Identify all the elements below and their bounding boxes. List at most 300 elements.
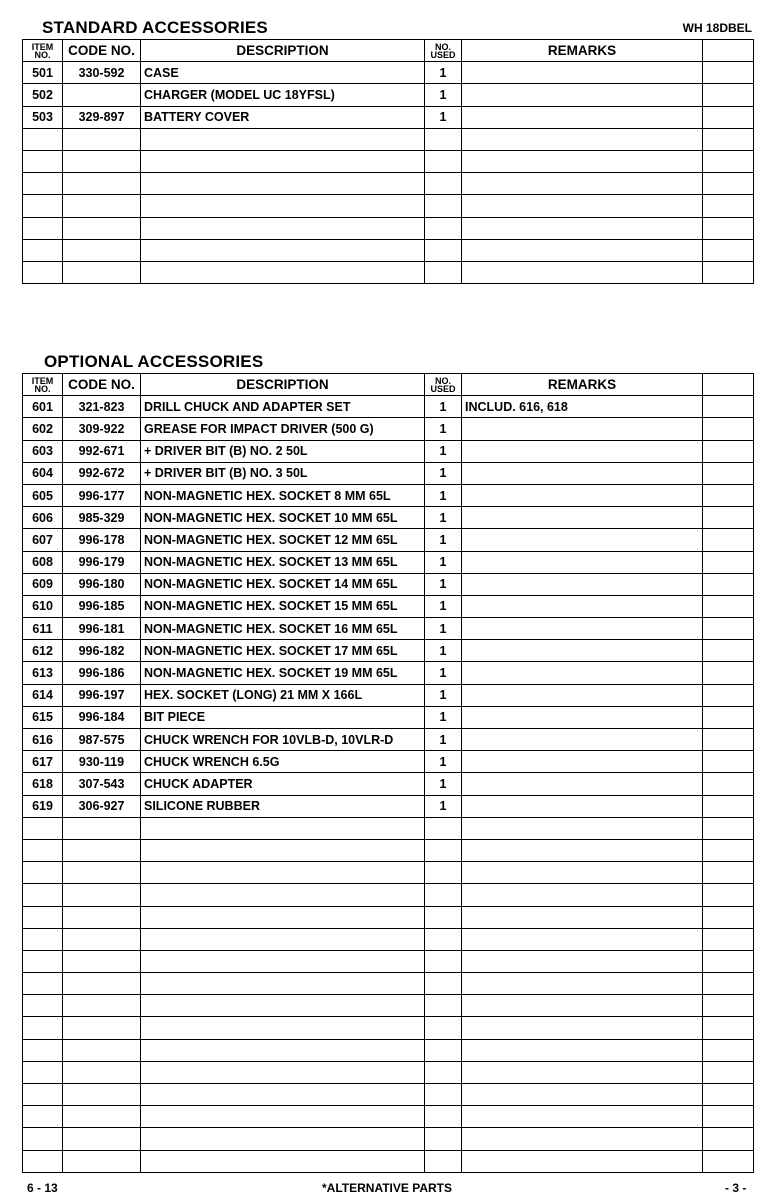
description-cell <box>141 1039 425 1061</box>
optional-accessories-table <box>22 373 754 1173</box>
remarks-cell <box>462 106 703 128</box>
qty-cell: 1 <box>425 795 462 817</box>
description-cell: NON-MAGNETIC HEX. SOCKET 8 MM 65L <box>141 484 425 506</box>
table-row <box>23 529 754 551</box>
code-no-cell: 996-186 <box>63 662 141 684</box>
code-no-cell: 330-592 <box>63 62 141 84</box>
description-cell <box>141 839 425 861</box>
extra-cell <box>703 418 754 440</box>
remarks-cell <box>462 573 703 595</box>
table-row <box>23 595 754 617</box>
qty-cell <box>425 128 462 150</box>
table-row <box>23 928 754 950</box>
code-no-cell <box>63 173 141 195</box>
extra-cell <box>703 261 754 283</box>
description-cell <box>141 1150 425 1172</box>
table-row <box>23 862 754 884</box>
remarks-cell <box>462 440 703 462</box>
code-no-cell: 996-185 <box>63 595 141 617</box>
code-no-cell <box>63 1150 141 1172</box>
item-no-header: ITEM NO. <box>23 40 63 62</box>
item-no-cell <box>23 817 63 839</box>
qty-cell <box>425 928 462 950</box>
item-no-cell: 607 <box>23 529 63 551</box>
code-no-cell: 996-177 <box>63 484 141 506</box>
description-cell: HEX. SOCKET (LONG) 21 MM X 166L <box>141 684 425 706</box>
table-row <box>23 995 754 1017</box>
description-cell <box>141 928 425 950</box>
extra-cell <box>703 973 754 995</box>
remarks-cell <box>462 884 703 906</box>
item-no-cell: 603 <box>23 440 63 462</box>
extra-cell <box>703 62 754 84</box>
table-row <box>23 973 754 995</box>
description-cell: CHUCK WRENCH FOR 10VLB-D, 10VLR-D <box>141 729 425 751</box>
item-no-cell <box>23 150 63 172</box>
remarks-cell <box>462 173 703 195</box>
qty-cell: 1 <box>425 729 462 751</box>
remarks-cell <box>462 706 703 728</box>
table-row <box>23 884 754 906</box>
item-no-cell: 608 <box>23 551 63 573</box>
qty-cell <box>425 817 462 839</box>
qty-cell <box>425 217 462 239</box>
code-no-cell <box>63 261 141 283</box>
qty-cell <box>425 1150 462 1172</box>
extra-cell <box>703 195 754 217</box>
description-cell: BIT PIECE <box>141 706 425 728</box>
description-cell: NON-MAGNETIC HEX. SOCKET 13 MM 65L <box>141 551 425 573</box>
description-cell <box>141 261 425 283</box>
remarks-cell <box>462 950 703 972</box>
code-no-cell: 996-182 <box>63 640 141 662</box>
code-no-cell <box>63 884 141 906</box>
remarks-header: REMARKS <box>462 40 703 62</box>
code-no-cell <box>63 239 141 261</box>
remarks-cell <box>462 239 703 261</box>
code-no-cell: 992-671 <box>63 440 141 462</box>
optional-accessories-title: OPTIONAL ACCESSORIES <box>44 352 264 371</box>
extra-cell <box>703 106 754 128</box>
qty-cell: 1 <box>425 484 462 506</box>
table-row <box>23 729 754 751</box>
item-no-cell: 616 <box>23 729 63 751</box>
description-cell <box>141 217 425 239</box>
code-no-cell <box>63 195 141 217</box>
qty-cell: 1 <box>425 529 462 551</box>
description-cell: CHUCK ADAPTER <box>141 773 425 795</box>
description-cell: GREASE FOR IMPACT DRIVER (500 G) <box>141 418 425 440</box>
extra-cell <box>703 1039 754 1061</box>
code-no-cell <box>63 862 141 884</box>
remarks-cell <box>462 484 703 506</box>
extra-cell <box>703 862 754 884</box>
description-header: DESCRIPTION <box>141 374 425 396</box>
qty-cell <box>425 950 462 972</box>
extra-cell <box>703 706 754 728</box>
qty-cell <box>425 1128 462 1150</box>
description-cell: CHARGER (MODEL UC 18YFSL) <box>141 84 425 106</box>
item-no-cell: 618 <box>23 773 63 795</box>
extra-cell <box>703 507 754 529</box>
table-row <box>23 839 754 861</box>
footer-alternative-parts: *ALTERNATIVE PARTS <box>322 1181 453 1195</box>
item-no-cell <box>23 1017 63 1039</box>
qty-cell: 1 <box>425 396 462 418</box>
extra-cell <box>703 640 754 662</box>
item-no-cell: 617 <box>23 751 63 773</box>
qty-cell <box>425 1017 462 1039</box>
description-cell: NON-MAGNETIC HEX. SOCKET 10 MM 65L <box>141 507 425 529</box>
qty-cell: 1 <box>425 84 462 106</box>
code-no-cell: 996-197 <box>63 684 141 706</box>
description-cell: NON-MAGNETIC HEX. SOCKET 14 MM 65L <box>141 573 425 595</box>
extra-cell <box>703 1150 754 1172</box>
code-no-cell: 306-927 <box>63 795 141 817</box>
remarks-cell <box>462 773 703 795</box>
code-no-cell <box>63 150 141 172</box>
item-no-cell: 612 <box>23 640 63 662</box>
remarks-cell <box>462 507 703 529</box>
code-no-cell <box>63 1061 141 1083</box>
code-no-cell: 996-180 <box>63 573 141 595</box>
item-no-cell <box>23 1150 63 1172</box>
code-no-cell: 996-179 <box>63 551 141 573</box>
description-cell: BATTERY COVER <box>141 106 425 128</box>
code-no-cell <box>63 1017 141 1039</box>
extra-cell <box>703 1106 754 1128</box>
item-no-cell <box>23 217 63 239</box>
item-no-cell: 606 <box>23 507 63 529</box>
table-row <box>23 106 754 128</box>
remarks-cell <box>462 529 703 551</box>
code-no-cell <box>63 1084 141 1106</box>
qty-cell: 1 <box>425 62 462 84</box>
extra-cell <box>703 1128 754 1150</box>
extra-cell <box>703 239 754 261</box>
table-row <box>23 84 754 106</box>
qty-cell <box>425 1039 462 1061</box>
description-cell: + DRIVER BIT (B) NO. 3 50L <box>141 462 425 484</box>
code-no-cell <box>63 817 141 839</box>
extra-cell <box>703 995 754 1017</box>
code-no-cell: 985-329 <box>63 507 141 529</box>
extra-cell <box>703 1084 754 1106</box>
description-cell <box>141 950 425 972</box>
footer-page-right: - 3 - <box>725 1181 747 1195</box>
extra-cell <box>703 795 754 817</box>
remarks-cell <box>462 1084 703 1106</box>
code-no-cell <box>63 84 141 106</box>
code-no-header: CODE NO. <box>63 40 141 62</box>
description-cell: CASE <box>141 62 425 84</box>
description-cell: SILICONE RUBBER <box>141 795 425 817</box>
extra-cell <box>703 928 754 950</box>
remarks-cell <box>462 217 703 239</box>
code-no-cell: 992-672 <box>63 462 141 484</box>
code-no-cell: 930-119 <box>63 751 141 773</box>
table-header-row <box>23 374 754 396</box>
table-row <box>23 173 754 195</box>
item-no-cell <box>23 950 63 972</box>
extra-cell <box>703 729 754 751</box>
table-row <box>23 62 754 84</box>
no-used-header: NO. USED <box>425 40 462 62</box>
model-number: WH 18DBEL <box>682 21 752 35</box>
qty-cell <box>425 261 462 283</box>
code-no-cell: 987-575 <box>63 729 141 751</box>
qty-cell: 1 <box>425 462 462 484</box>
qty-cell: 1 <box>425 551 462 573</box>
item-no-cell <box>23 973 63 995</box>
item-no-cell <box>23 195 63 217</box>
item-no-cell: 610 <box>23 595 63 617</box>
description-cell <box>141 1128 425 1150</box>
extra-cell <box>703 1061 754 1083</box>
code-no-cell: 307-543 <box>63 773 141 795</box>
extra-cell <box>703 906 754 928</box>
description-cell: NON-MAGNETIC HEX. SOCKET 12 MM 65L <box>141 529 425 551</box>
item-no-cell: 502 <box>23 84 63 106</box>
qty-cell <box>425 1084 462 1106</box>
extra-cell <box>703 173 754 195</box>
description-cell: NON-MAGNETIC HEX. SOCKET 15 MM 65L <box>141 595 425 617</box>
extra-cell <box>703 684 754 706</box>
remarks-cell <box>462 195 703 217</box>
qty-cell: 1 <box>425 618 462 640</box>
description-cell: DRILL CHUCK AND ADAPTER SET <box>141 396 425 418</box>
item-no-cell <box>23 1128 63 1150</box>
code-no-cell <box>63 1106 141 1128</box>
code-no-cell <box>63 217 141 239</box>
extra-cell <box>703 396 754 418</box>
remarks-cell <box>462 150 703 172</box>
item-no-cell: 503 <box>23 106 63 128</box>
extra-cell <box>703 84 754 106</box>
qty-cell: 1 <box>425 773 462 795</box>
table-row <box>23 706 754 728</box>
remarks-cell <box>462 1017 703 1039</box>
table-row <box>23 239 754 261</box>
extra-cell <box>703 529 754 551</box>
footer-page-left: 6 - 13 <box>27 1181 58 1195</box>
extra-cell <box>703 839 754 861</box>
code-no-cell <box>63 1039 141 1061</box>
table-row <box>23 684 754 706</box>
qty-cell <box>425 239 462 261</box>
description-cell <box>141 817 425 839</box>
item-no-cell: 614 <box>23 684 63 706</box>
remarks-cell <box>462 618 703 640</box>
table-row <box>23 195 754 217</box>
extra-cell <box>703 1017 754 1039</box>
code-no-header: CODE NO. <box>63 374 141 396</box>
item-no-cell <box>23 128 63 150</box>
qty-cell <box>425 973 462 995</box>
table-row <box>23 418 754 440</box>
item-no-cell <box>23 1084 63 1106</box>
description-cell: NON-MAGNETIC HEX. SOCKET 17 MM 65L <box>141 640 425 662</box>
item-no-cell: 609 <box>23 573 63 595</box>
table-row <box>23 396 754 418</box>
description-cell <box>141 1017 425 1039</box>
item-no-cell <box>23 995 63 1017</box>
table-row <box>23 1106 754 1128</box>
code-no-cell: 329-897 <box>63 106 141 128</box>
table-row <box>23 618 754 640</box>
code-no-cell <box>63 1128 141 1150</box>
table-row <box>23 1017 754 1039</box>
extra-cell <box>703 551 754 573</box>
code-no-cell: 996-184 <box>63 706 141 728</box>
table-row <box>23 773 754 795</box>
description-cell <box>141 239 425 261</box>
description-cell <box>141 995 425 1017</box>
remarks-cell <box>462 795 703 817</box>
description-cell: NON-MAGNETIC HEX. SOCKET 19 MM 65L <box>141 662 425 684</box>
table-row <box>23 817 754 839</box>
extra-cell <box>703 817 754 839</box>
qty-cell: 1 <box>425 684 462 706</box>
extra-cell <box>703 773 754 795</box>
description-cell <box>141 906 425 928</box>
code-no-cell <box>63 128 141 150</box>
no-used-header: NO. USED <box>425 374 462 396</box>
description-cell <box>141 862 425 884</box>
table-row <box>23 462 754 484</box>
table-row <box>23 1039 754 1061</box>
code-no-cell <box>63 928 141 950</box>
qty-cell: 1 <box>425 706 462 728</box>
item-no-cell <box>23 1106 63 1128</box>
remarks-cell <box>462 1128 703 1150</box>
extra-cell <box>703 217 754 239</box>
qty-cell: 1 <box>425 573 462 595</box>
qty-cell <box>425 995 462 1017</box>
code-no-cell <box>63 906 141 928</box>
description-cell: + DRIVER BIT (B) NO. 2 50L <box>141 440 425 462</box>
qty-cell: 1 <box>425 595 462 617</box>
remarks-cell <box>462 418 703 440</box>
table-row <box>23 440 754 462</box>
qty-cell <box>425 173 462 195</box>
extra-header <box>703 374 754 396</box>
item-no-cell: 601 <box>23 396 63 418</box>
qty-cell: 1 <box>425 662 462 684</box>
remarks-cell <box>462 1061 703 1083</box>
item-no-cell: 613 <box>23 662 63 684</box>
remarks-cell <box>462 1039 703 1061</box>
standard-accessories-table <box>22 39 754 284</box>
extra-header <box>703 40 754 62</box>
table-row <box>23 1084 754 1106</box>
remarks-cell: INCLUD. 616, 618 <box>462 396 703 418</box>
description-cell <box>141 195 425 217</box>
extra-cell <box>703 662 754 684</box>
item-no-cell: 611 <box>23 618 63 640</box>
remarks-header: REMARKS <box>462 374 703 396</box>
description-cell <box>141 1084 425 1106</box>
table-row <box>23 1128 754 1150</box>
table-row <box>23 573 754 595</box>
description-cell <box>141 1106 425 1128</box>
extra-cell <box>703 884 754 906</box>
remarks-cell <box>462 729 703 751</box>
table-row <box>23 128 754 150</box>
item-no-cell <box>23 173 63 195</box>
table-row <box>23 751 754 773</box>
qty-cell: 1 <box>425 507 462 529</box>
item-no-cell: 602 <box>23 418 63 440</box>
extra-cell <box>703 462 754 484</box>
remarks-cell <box>462 817 703 839</box>
table-row <box>23 217 754 239</box>
item-no-cell: 604 <box>23 462 63 484</box>
qty-cell <box>425 195 462 217</box>
qty-cell: 1 <box>425 418 462 440</box>
remarks-cell <box>462 906 703 928</box>
extra-cell <box>703 595 754 617</box>
qty-cell: 1 <box>425 751 462 773</box>
item-no-cell <box>23 928 63 950</box>
description-cell: CHUCK WRENCH 6.5G <box>141 751 425 773</box>
remarks-cell <box>462 839 703 861</box>
item-no-cell <box>23 1061 63 1083</box>
extra-cell <box>703 573 754 595</box>
table-row <box>23 662 754 684</box>
qty-cell: 1 <box>425 440 462 462</box>
description-cell: NON-MAGNETIC HEX. SOCKET 16 MM 65L <box>141 618 425 640</box>
item-no-cell <box>23 239 63 261</box>
item-no-cell <box>23 906 63 928</box>
code-no-cell <box>63 995 141 1017</box>
item-no-cell: 605 <box>23 484 63 506</box>
extra-cell <box>703 751 754 773</box>
extra-cell <box>703 484 754 506</box>
table-header-row <box>23 40 754 62</box>
description-cell <box>141 150 425 172</box>
remarks-cell <box>462 662 703 684</box>
code-no-cell <box>63 950 141 972</box>
table-row <box>23 795 754 817</box>
table-row <box>23 150 754 172</box>
qty-cell: 1 <box>425 640 462 662</box>
qty-cell <box>425 150 462 172</box>
remarks-cell <box>462 1150 703 1172</box>
extra-cell <box>703 128 754 150</box>
qty-cell <box>425 1106 462 1128</box>
code-no-cell <box>63 839 141 861</box>
table-row <box>23 1061 754 1083</box>
description-cell <box>141 128 425 150</box>
table-row <box>23 507 754 529</box>
item-no-cell <box>23 839 63 861</box>
code-no-cell: 321-823 <box>63 396 141 418</box>
qty-cell <box>425 906 462 928</box>
remarks-cell <box>462 462 703 484</box>
description-cell <box>141 1061 425 1083</box>
table-row <box>23 640 754 662</box>
remarks-cell <box>462 973 703 995</box>
remarks-cell <box>462 1106 703 1128</box>
remarks-cell <box>462 62 703 84</box>
table-row <box>23 906 754 928</box>
description-cell <box>141 973 425 995</box>
extra-cell <box>703 440 754 462</box>
description-cell <box>141 884 425 906</box>
extra-cell <box>703 950 754 972</box>
remarks-cell <box>462 862 703 884</box>
